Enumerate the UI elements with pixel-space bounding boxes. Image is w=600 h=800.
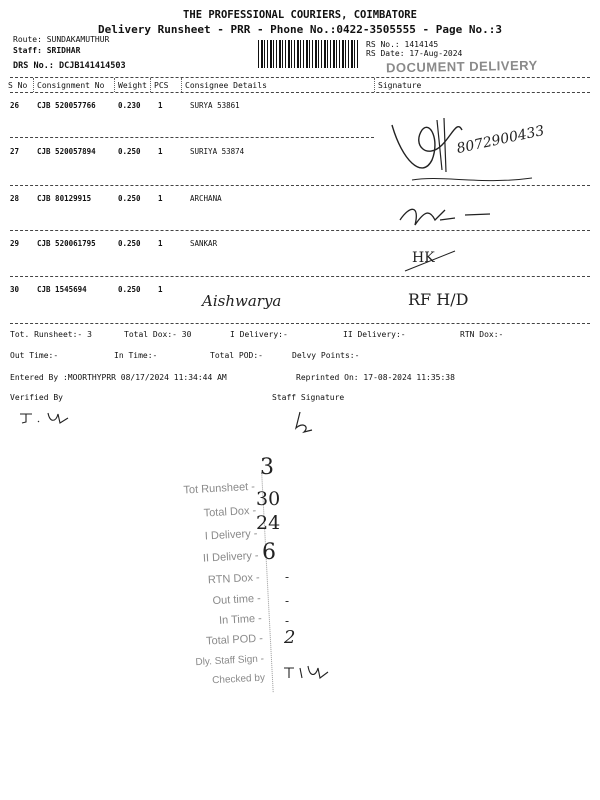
row-sno: 30 [10, 285, 20, 294]
stamp-value: - [285, 614, 290, 628]
col-divider [114, 78, 115, 92]
runsheet-subtitle: Delivery Runsheet - PRR - Phone No.:0422-3505555 - Page No.:3 [98, 23, 502, 36]
out-time: Out Time:- [10, 351, 59, 360]
row-pcs: 1 [158, 194, 163, 203]
route-label: Route: SUNDAKAMUTHUR [13, 35, 110, 44]
signature-scribble [395, 200, 505, 235]
stamp-checked-signature [282, 662, 332, 684]
stamp-label: Dly. Staff Sign - [195, 653, 265, 669]
row-divider [10, 276, 590, 277]
header-top-rule [10, 77, 590, 78]
rtn-dox: RTN Dox:- [460, 330, 504, 339]
stamp-label: RTN Dox - [207, 571, 260, 587]
stamp-value: - [285, 594, 290, 608]
i-delivery: I Delivery:- [230, 330, 288, 339]
row-pcs: 1 [158, 285, 163, 294]
ii-delivery: II Delivery:- [343, 330, 406, 339]
row-pcs: 1 [158, 101, 163, 110]
col-divider [374, 78, 375, 92]
row-consignment: CJB 520061795 [37, 239, 96, 248]
row-consignment: CJB 520057894 [37, 147, 96, 156]
row-sno: 29 [10, 239, 20, 248]
row-divider [10, 137, 374, 138]
row-pcs: 1 [158, 239, 163, 248]
row-consignee-handwritten: Aishwarya [202, 292, 282, 310]
stamp-label: Tot Runsheet - [183, 480, 256, 497]
stamp-value: 2 [284, 627, 296, 648]
col-signature: Signature [378, 81, 422, 90]
stamp-label: Checked by [211, 672, 266, 687]
row-pcs: 1 [158, 147, 163, 156]
drs-number: DRS No.: DCJB141414503 [13, 61, 126, 71]
staff-signature-label: Staff Signature [272, 393, 345, 402]
table-bottom-rule [10, 323, 590, 324]
stamp-label: I Delivery - [204, 527, 258, 543]
in-time: In Time:- [114, 351, 158, 360]
row-weight: 0.250 [118, 285, 141, 294]
document-delivery-stamp: DOCUMENT DELIVERY [385, 57, 538, 76]
company-name: THE PROFESSIONAL COURIERS, COIMBATORE [183, 9, 417, 21]
staff-signature-scribble [282, 408, 322, 438]
col-divider [150, 78, 151, 92]
col-divider [33, 78, 34, 92]
barcode [258, 40, 360, 68]
row-sno: 28 [10, 194, 20, 203]
col-sno: S No [8, 81, 28, 90]
col-weight: Weight [118, 81, 147, 90]
verified-signature [18, 408, 78, 428]
entered-by: Entered By :MOORTHYPRR 08/17/2024 11:34:44 AM [10, 373, 227, 382]
delvy-points: Delvy Points:- [292, 351, 360, 360]
stamp-label: Total POD - [205, 632, 264, 648]
signature-hk: HK [412, 250, 435, 266]
row-consignment: CJB 1545694 [37, 285, 87, 294]
staff-label: Staff: SRIDHAR [13, 46, 81, 55]
stamp-label: II Delivery - [202, 549, 259, 565]
header-bottom-rule [10, 92, 590, 93]
row-weight: 0.250 [118, 147, 141, 156]
reprinted-on: Reprinted On: 17-08-2024 11:35:38 [296, 373, 455, 382]
col-divider [181, 78, 182, 92]
stamp-label: Out time - [212, 592, 262, 608]
verified-by: Verified By [10, 393, 63, 402]
col-consignee: Consignee Details [185, 81, 267, 90]
row-consignee: SURYA 53861 [190, 101, 240, 110]
rs-date: RS Date: 17-Aug-2024 [366, 49, 463, 58]
row-weight: 0.250 [118, 239, 141, 248]
row-consignee: SANKAR [190, 239, 218, 248]
row-consignee: ARCHANA [190, 194, 222, 203]
col-pcs: PCS [154, 81, 169, 90]
rs-number: RS No.: 1414145 [366, 40, 439, 49]
col-consignment: Consignment No [37, 81, 105, 90]
stamp-value: - [285, 570, 290, 584]
row-consignee: SURIYA 53874 [190, 147, 245, 156]
row-consignment: CJB 80129915 [37, 194, 92, 203]
row-weight: 0.230 [118, 101, 141, 110]
row-sno: 26 [10, 101, 20, 110]
stamp-label: In Time - [218, 612, 263, 627]
stamp-label: Total Dox - [203, 504, 257, 520]
stamp-value: 24 [256, 512, 281, 534]
tot-runsheet: Tot. Runsheet:- 3 [10, 330, 92, 339]
signature-rf-hd: RF H/D [408, 290, 469, 309]
row-consignment: CJB 520057766 [37, 101, 96, 110]
stamp-value: 3 [260, 455, 274, 480]
signature-phone: 8072900433 [455, 122, 546, 158]
total-pod: Total POD:- [210, 351, 263, 360]
stamp-value: 30 [256, 488, 281, 510]
total-dox: Total Dox:- 30 [124, 330, 192, 339]
row-sno: 27 [10, 147, 20, 156]
row-weight: 0.250 [118, 194, 141, 203]
stamp-value: 6 [262, 540, 276, 565]
signature-scribble [400, 246, 470, 276]
